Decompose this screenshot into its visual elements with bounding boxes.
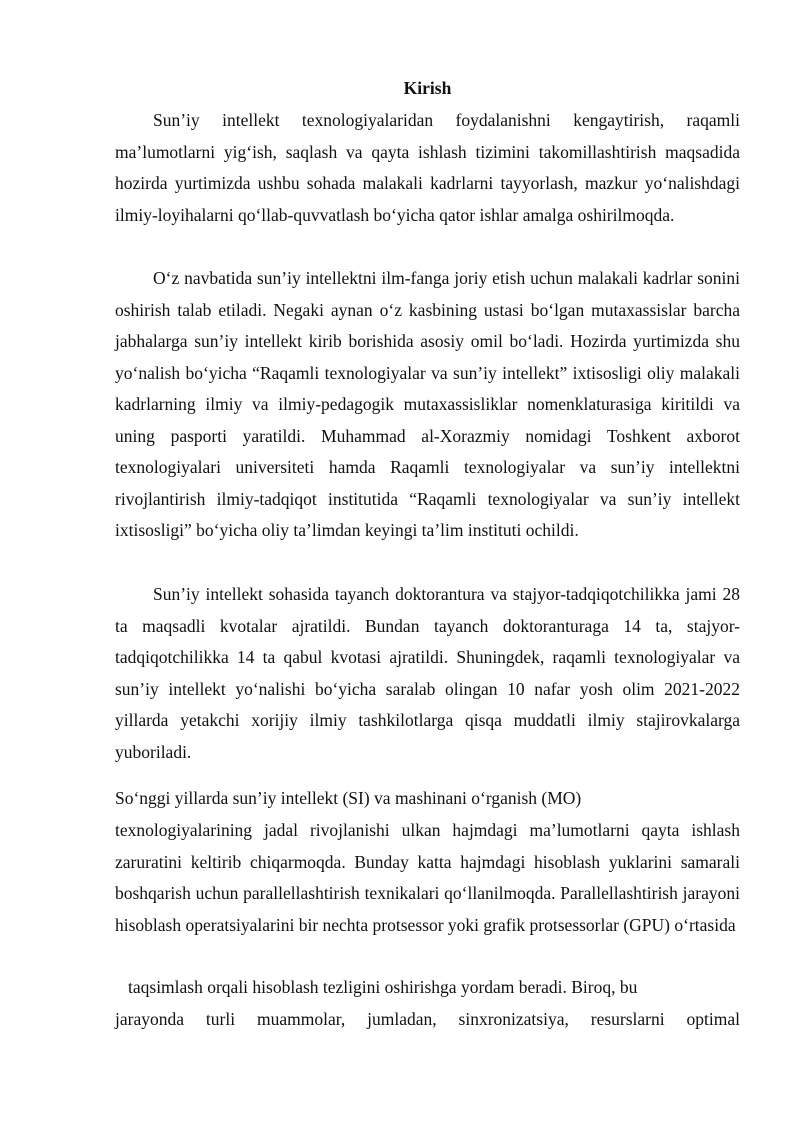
paragraph-6: taqsimlash orqali hisoblash tezligini oshirishga yordam beradi. Biroq, bu bbox=[128, 977, 638, 997]
document-title: Kirish bbox=[403, 78, 452, 98]
paragraph-5: texnologiyalarining jadal rivojlanishi ulkan hajmdagi ma’lumotlarni qayta ishlash zaruratini keltirib chiqarmoqda. Bunday katta hajmdagi hisoblash yuklarini samarali boshqarish uchun parallellashtirish texnikalari qo‘llanilmoqda. Parallellashtirish jarayoni hisoblash operatsiyalarini bir nechta protsessor yoki grafik protsessorlar (GPU) o‘rtasida bbox=[115, 820, 745, 935]
paragraph-7: jarayonda turli muammolar, jumladan, sinxronizatsiya, resurslarni optimal bbox=[115, 1009, 740, 1029]
paragraph-3: Sun’iy intellekt sohasida tayanch doktorantura va stajyor-tadqiqotchilikka jami 28 ta maqsadli kvotalar ajratildi. Bundan tayanch doktoranturaga 14 ta, stajyor-tadqiqotchilikka 14 ta qabul kvotasi ajratildi. Shuningdek, raqamli texnologiyalar va sun’iy intellekt yo‘nalishi bo‘yicha saralab olingan 10 nafar yosh olim 2021-2022 yillarda yetakchi xorijiy ilmiy tashkilotlarga qisqa muddatli ilmiy stajirovkalarga yuboriladi. bbox=[115, 584, 745, 762]
paragraph-4: So‘nggi yillarda sun’iy intellekt (SI) va mashinani o‘rganish (MO) bbox=[115, 788, 582, 808]
paragraph-2: O‘z navbatida sun’iy intellektni ilm-fanga joriy etish uchun malakali kadrlar sonini oshirish talab etiladi. Negaki aynan o‘z kasbining ustasi bo‘lgan mutaxassislar barcha jabhalarga sun’iy intellekt kirib borishida asosiy omil bo‘ladi. Hozirda yurtimizda shu yo‘nalish bo‘yicha “Raqamli texnologiyalar va sun’iy intellekt” ixtisosligi oliy malakali kadrlarning ilmiy va ilmiy-pedagogik mutaxassisliklar nomenklaturasiga kiritildi va uning pasporti yaratildi. Muhammad al-Xorazmiy nomidagi Toshkent axborot texnologiyalari universiteti hamda Raqamli texnologiyalar va sun’iy intellektni rivojlantirish ilmiy-tadqiqot institutida “Raqamli texnologiyalar va sun’iy intellekt ixtisosligi” bo‘yicha oliy ta’limdan keyingi ta’lim instituti ochildi. bbox=[115, 268, 745, 540]
paragraph-1: Sun’iy intellekt texnologiyalaridan foydalanishni kengaytirish, raqamli ma’lumotlarni yig‘ish, saqlash va qayta ishlash tizimini takomillashtirish maqsadida hozirda yurtimizda ushbu sohada malakali kadrlarni tayyorlash, mazkur yo‘nalishdagi ilmiy-loyihalarni qo‘llab-quvvatlash bo‘yicha qator ishlar amalga oshirilmoqda. bbox=[115, 110, 745, 225]
